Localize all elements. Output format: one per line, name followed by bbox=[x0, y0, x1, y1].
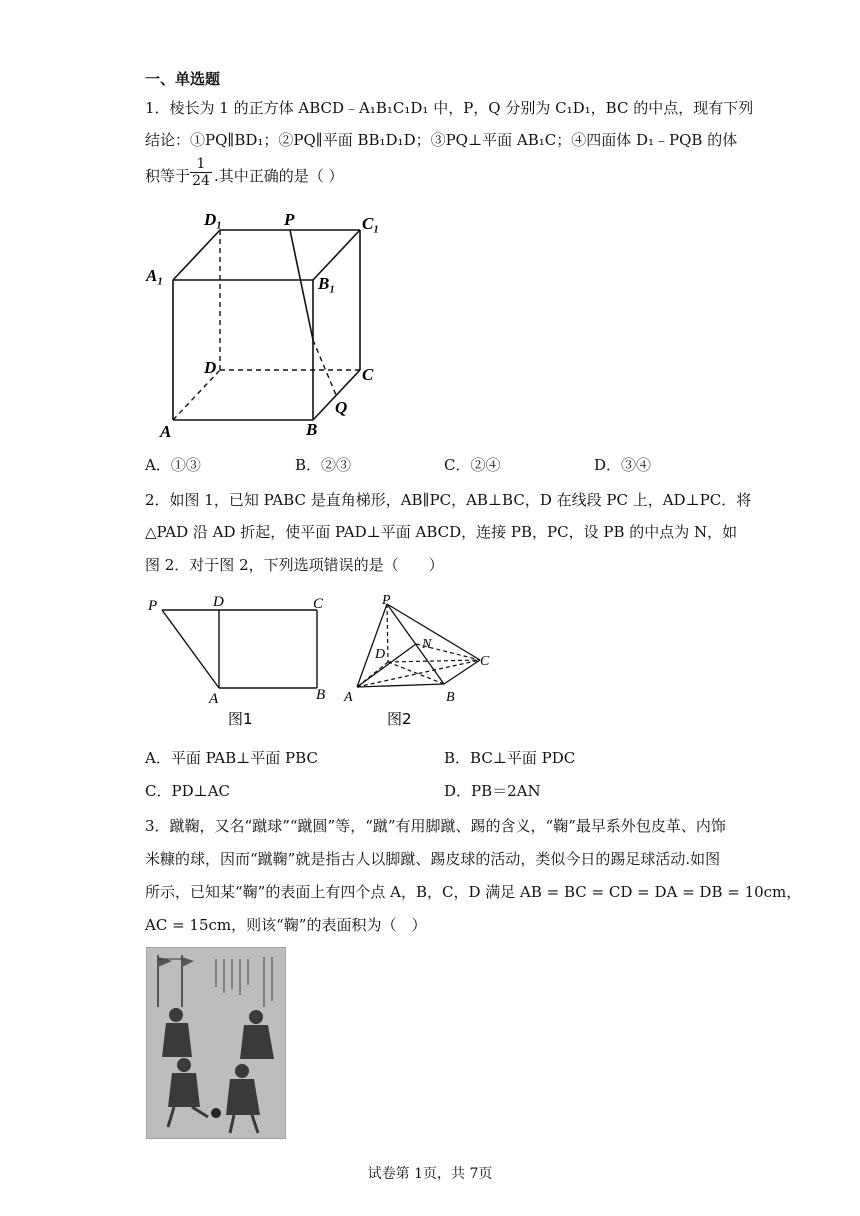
q2-fig1-label-b: B bbox=[316, 687, 326, 703]
q2-fig2-label-c: C bbox=[480, 654, 490, 669]
q2-fig2-label-a: A bbox=[344, 690, 353, 705]
q1-line-3-post: .其中正确的是（ ） bbox=[214, 167, 344, 185]
page-footer: 试卷第 1页，共 7页 bbox=[367, 1166, 493, 1182]
q2-option-a: A．平面 PAB⊥平面 PBC bbox=[145, 749, 318, 767]
q1-line-1: 1．棱长为 1 的正方体 ABCD﹣A₁B₁C₁D₁ 中，P，Q 分别为 C₁D₁，BC 的中点，现有下列 bbox=[145, 99, 754, 117]
q2-fig2-caption: 图2 bbox=[387, 710, 412, 728]
q2-fig1-caption: 图1 bbox=[228, 710, 253, 728]
q1-option-a: A．①③ bbox=[145, 456, 201, 474]
q1-line-3-pre: 积等于 bbox=[145, 167, 191, 185]
q1-label-b: B bbox=[306, 420, 318, 439]
q3-line-3: 所示，已知某“鞠”的表面上有四个点 A，B，C，D 满足 AB = BC = CD = DA = DB = 10cm， bbox=[145, 883, 802, 901]
section-title: 一、单选题 bbox=[145, 70, 221, 88]
q2-fig2-label-d: D bbox=[375, 647, 386, 662]
q3-cuju-illustration bbox=[146, 947, 286, 1139]
q1-option-c: C．②④ bbox=[444, 456, 501, 474]
q1-label-c: C bbox=[362, 365, 374, 384]
q2-fig1-label-c: C bbox=[313, 596, 324, 612]
q2-fig1-label-p: P bbox=[148, 598, 158, 614]
q2-option-d: D．PB＝2AN bbox=[444, 782, 541, 800]
q2-line-1: 2．如图 1，已知 PABC 是直角梯形，AB∥PC，AB⊥BC，D 在线段 PC 上，AD⊥PC．将 bbox=[145, 491, 752, 509]
q3-line-4: AC = 15cm，则该“鞠”的表面积为（ ） bbox=[145, 916, 427, 934]
q2-figure-1 bbox=[140, 588, 340, 733]
q1-label-p: P bbox=[284, 210, 295, 229]
q1-label-q: Q bbox=[335, 398, 348, 417]
q3-line-1: 3．蹴鞠，又名“蹴球”“蹴圆”等，“蹴”有用脚蹴、踢的含义，“鞠”最早系外包皮革、内饰 bbox=[145, 817, 726, 835]
q2-fig2-label-p: P bbox=[382, 593, 391, 608]
q1-fraction-numerator: 1 bbox=[190, 156, 212, 173]
q1-fraction bbox=[190, 156, 212, 189]
q2-fig1-label-d: D bbox=[213, 594, 224, 610]
q1-fraction-denominator: 24 bbox=[192, 173, 210, 189]
q1-line-2: 结论：①PQ∥BD₁；②PQ∥平面 BB₁D₁D；③PQ⊥平面 AB₁C；④四面体 D₁﹣PQB 的体 bbox=[145, 131, 738, 149]
q1-label-d1: D₁ bbox=[204, 210, 223, 229]
q1-label-a: A bbox=[160, 422, 172, 441]
q1-label-c1: C₁ bbox=[362, 214, 380, 233]
q1-option-b: B．②③ bbox=[295, 456, 352, 474]
q2-fig1-label-a: A bbox=[209, 691, 219, 707]
q1-label-d: D bbox=[204, 358, 217, 377]
q1-cube-figure bbox=[140, 205, 400, 445]
q3-line-2: 米糠的球，因而“蹴鞠”就是指古人以脚蹴、踢皮球的活动，类似今日的踢足球活动.如图 bbox=[145, 850, 721, 868]
q2-option-b: B．BC⊥平面 PDC bbox=[444, 749, 576, 767]
q1-label-a1: A₁ bbox=[146, 266, 164, 285]
q2-option-c: C．PD⊥AC bbox=[145, 782, 231, 800]
q2-fig2-label-b: B bbox=[446, 690, 455, 705]
q2-line-2: △PAD 沿 AD 折起，使平面 PAD⊥平面 ABCD，连接 PB，PC，设 PB 的中点为 N，如 bbox=[145, 523, 738, 541]
q1-option-d: D．③④ bbox=[594, 456, 652, 474]
q2-line-3: 图 2．对于图 2，下列选项错误的是（ ） bbox=[145, 556, 444, 574]
q2-fig2-label-n: N bbox=[422, 637, 432, 652]
q1-label-b1: B₁ bbox=[318, 274, 336, 293]
q2-figure-2 bbox=[340, 588, 500, 733]
